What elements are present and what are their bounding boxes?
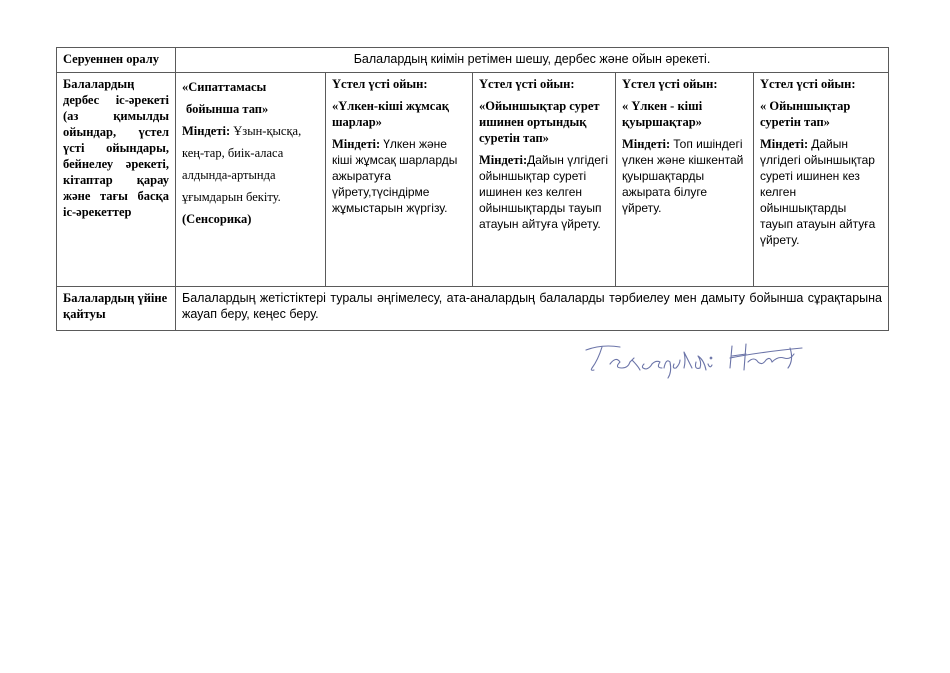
activity-note: (Сенсорика) bbox=[182, 212, 252, 226]
activity-cell-4 bbox=[616, 73, 754, 287]
row-label-going-home: Балалардың үйіне қайтуы bbox=[57, 287, 176, 331]
row-label-independent-activity: Балалардың дербес іс-әрекеті (аз қимылды ойындар, үстел үсті ойындары, бейнелеу әрекеті, кітаптар қарау және тағы басқа іс-әрекеттер bbox=[57, 73, 176, 287]
daily-plan-table bbox=[56, 47, 889, 331]
activity-title: « Үлкен - кіші қуыршақтар» bbox=[622, 99, 703, 129]
activity-task: Міндеті: Топ ишіндегі үлкен және кішкентай қуыршақтарды ажырата білуге үйрету. bbox=[622, 137, 744, 215]
activity-cell-3 bbox=[473, 73, 616, 287]
activity-game-type: Үстел үсті ойын: bbox=[760, 77, 856, 91]
handwritten-signature bbox=[580, 338, 820, 383]
activity-title: бойынша тап» bbox=[186, 102, 269, 116]
activity-game-type: Үстел үсті ойын: bbox=[479, 77, 575, 91]
activity-title: «Ойыншықтар сурет ишинен ортындық суретін тап» bbox=[479, 99, 600, 145]
activity-title: « Ойыншықтар суретін тап» bbox=[760, 99, 851, 129]
activity-cell-1 bbox=[176, 73, 326, 287]
activity-cell-2 bbox=[326, 73, 473, 287]
activity-task: Міндеті: Үлкен және кіші жұмсақ шарларды ажыратуға үйрету,түсіндірме жұмыстарын жүргізу. bbox=[332, 137, 458, 215]
activity-game-type: Үстел үсті ойын: bbox=[622, 77, 718, 91]
activity-title: «Сипаттамасы bbox=[182, 80, 267, 94]
row-content-going-home: Балалардың жетістіктері туралы әңгімелесу, ата-аналардың балаларды тәрбиелеу мен дамыту бойынша сұрақтарына жауап беру, кеңес беру. bbox=[176, 287, 889, 331]
table-row bbox=[57, 48, 889, 73]
activity-game-type: Үстел үсті ойын: bbox=[332, 77, 428, 91]
activity-task: Міндеті: Дайын үлгідегі ойыншықтар суреті ишинен кез келген ойыншықтарды тауып атауын айтуға үйрету. bbox=[760, 137, 876, 247]
activity-task: Міндеті:Дайын үлгідегі ойыншықтар суреті ишинен кез келген ойыншықтарды тауып атауын айтуға үйрету. bbox=[479, 153, 608, 231]
activity-title: «Үлкен-кіші жұмсақ шарлар» bbox=[332, 99, 449, 129]
activity-cell-5 bbox=[754, 73, 889, 287]
table-row bbox=[57, 287, 889, 331]
row-label-return-from-walk: Серуеннен оралу bbox=[57, 48, 176, 73]
activity-task: Міндеті: Ұзын-қысқа, кең-тар, биік-аласа алдында-артында ұғымдарын бекіту. bbox=[182, 124, 302, 204]
row-content-return-from-walk: Балалардың киімін ретімен шешу, дербес және ойын әрекеті. bbox=[176, 48, 889, 73]
table-row bbox=[57, 73, 889, 287]
